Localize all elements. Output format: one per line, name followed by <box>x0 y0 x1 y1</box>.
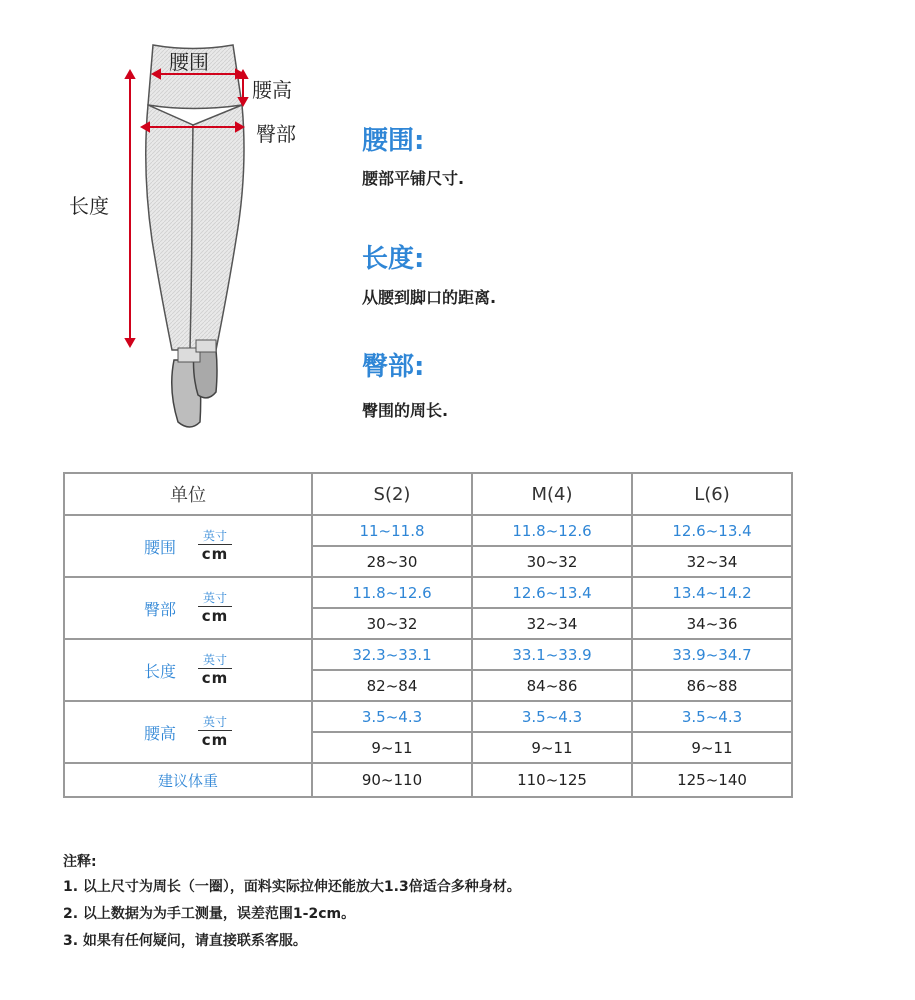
unit-fraction <box>198 716 232 748</box>
header-size-l: L(6) <box>632 473 792 515</box>
unit-inch: 英寸 <box>202 653 227 667</box>
header-size-m: M(4) <box>472 473 632 515</box>
table-cell: 9~11 <box>312 732 472 763</box>
category-name: 长度 <box>143 661 176 681</box>
table-cell: 12.6~13.4 <box>472 577 632 608</box>
notes-title: 注释: <box>63 854 97 870</box>
definition-text-hip: 臀围的周长. <box>362 401 449 420</box>
unit-cm: cm <box>201 669 229 687</box>
table-cell: 33.9~34.7 <box>632 639 792 670</box>
figure-label-waist-height: 腰高 <box>252 78 292 102</box>
table-cell: 9~11 <box>472 732 632 763</box>
note-item-2: 2. 以上数据为为手工测量，误差范围1-2cm。 <box>63 906 356 922</box>
category-name: 腰高 <box>143 723 176 743</box>
table-row <box>64 577 792 608</box>
definition-title-hip: 臀部: <box>362 352 425 382</box>
table-cell: 90~110 <box>312 763 472 797</box>
table-row <box>64 515 792 546</box>
table-cell: 125~140 <box>632 763 792 797</box>
header-size-s: S(2) <box>312 473 472 515</box>
table-cell: 33.1~33.9 <box>472 639 632 670</box>
table-header-row <box>64 473 792 515</box>
definition-title-waist: 腰围: <box>362 126 425 156</box>
table-cell: 3.5~4.3 <box>472 701 632 732</box>
unit-cm: cm <box>201 607 229 625</box>
unit-inch: 英寸 <box>202 715 227 729</box>
table-cell: 11.8~12.6 <box>472 515 632 546</box>
row-label-hip <box>64 577 312 639</box>
table-cell: 9~11 <box>632 732 792 763</box>
table-cell: 82~84 <box>312 670 472 701</box>
note-item-3: 3. 如果有任何疑问，请直接联系客服。 <box>63 933 307 949</box>
unit-fraction <box>198 530 232 562</box>
category-name: 臀部 <box>143 599 176 619</box>
row-label-waist <box>64 515 312 577</box>
definition-title-length: 长度: <box>362 244 425 274</box>
unit-cm: cm <box>201 545 229 563</box>
unit-fraction <box>198 654 232 686</box>
figure-label-length: 长度 <box>69 194 109 218</box>
unit-fraction <box>198 592 232 624</box>
definition-text-length: 从腰到脚口的距离. <box>362 288 497 307</box>
figure-label-waist: 腰围 <box>169 50 209 74</box>
category-name: 腰围 <box>143 537 176 557</box>
figure-label-hip: 臀部 <box>256 122 296 146</box>
row-label-length <box>64 639 312 701</box>
weight-label: 建议体重 <box>64 763 312 797</box>
table-cell: 32~34 <box>632 546 792 577</box>
header-unit: 单位 <box>64 473 312 515</box>
table-cell: 30~32 <box>472 546 632 577</box>
right-leg <box>190 105 244 350</box>
table-cell: 32~34 <box>472 608 632 639</box>
table-cell: 30~32 <box>312 608 472 639</box>
table-cell: 28~30 <box>312 546 472 577</box>
definition-text-waist: 腰部平铺尺寸. <box>362 169 465 188</box>
table-cell: 32.3~33.1 <box>312 639 472 670</box>
unit-inch: 英寸 <box>202 529 227 543</box>
table-row <box>64 701 792 732</box>
table-cell: 3.5~4.3 <box>632 701 792 732</box>
table-row-weight <box>64 763 792 797</box>
unit-inch: 英寸 <box>202 591 227 605</box>
table-cell: 110~125 <box>472 763 632 797</box>
table-cell: 84~86 <box>472 670 632 701</box>
note-item-1: 1. 以上尺寸为周长（一圈），面料实际拉伸还能放大1.3倍适合多种身材。 <box>63 879 521 895</box>
table-cell: 11~11.8 <box>312 515 472 546</box>
table-cell: 34~36 <box>632 608 792 639</box>
size-table <box>63 472 793 798</box>
table-cell: 3.5~4.3 <box>312 701 472 732</box>
table-cell: 86~88 <box>632 670 792 701</box>
table-row <box>64 639 792 670</box>
table-cell: 13.4~14.2 <box>632 577 792 608</box>
row-label-waist-height <box>64 701 312 763</box>
table-cell: 11.8~12.6 <box>312 577 472 608</box>
unit-cm: cm <box>201 731 229 749</box>
table-cell: 12.6~13.4 <box>632 515 792 546</box>
